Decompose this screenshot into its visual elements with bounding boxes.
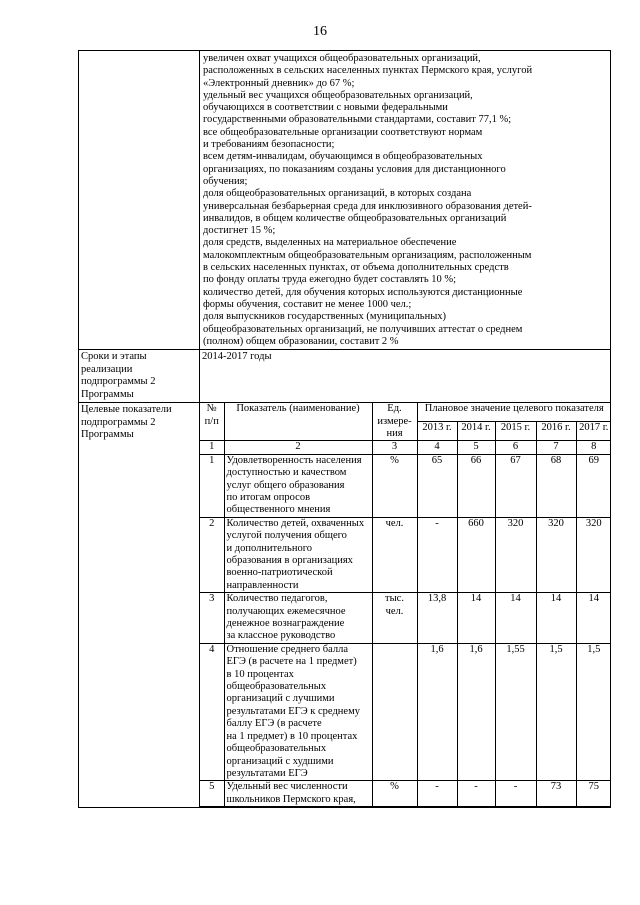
value-2016: 320 [536, 517, 576, 592]
row-number: 1 [200, 454, 224, 517]
year-header: 2017 г. [576, 422, 611, 441]
row-number: 3 [200, 593, 224, 644]
value-2014: - [457, 781, 495, 807]
column-number: 4 [417, 441, 457, 454]
column-number: 3 [372, 441, 417, 454]
column-number: 2 [224, 441, 372, 454]
indicator-name: Отношение среднего балла ЕГЭ (в расчете на 1 предмет) в 10 процентах общеобразовательных организаций с лучшими результатами ЕГЭ к среднему баллу ЕГЭ (в расчете на 1 предмет) в 10 процентах общеобразовательных организаций с худшими результатами ЕГЭ [224, 643, 372, 780]
column-numbers-row [200, 441, 611, 454]
indicators-row [79, 403, 611, 808]
terms-row [79, 350, 611, 403]
value-2014: 660 [457, 517, 495, 592]
value-2015: 320 [495, 517, 536, 592]
page-number: 16 [313, 24, 327, 39]
year-header: 2015 г. [495, 422, 536, 441]
indicator-name: Удельный вес численности школьников Пермского края, [224, 781, 372, 807]
indicators-cell [200, 403, 611, 808]
row-number: 5 [200, 781, 224, 807]
value-2013: - [417, 781, 457, 807]
terms-value: 2014-2017 годы [200, 350, 611, 403]
value-2013: 65 [417, 454, 457, 517]
indicator-unit [372, 643, 417, 780]
column-number: 8 [576, 441, 611, 454]
value-2017: 75 [576, 781, 611, 807]
column-number: 5 [457, 441, 495, 454]
table-row [200, 781, 611, 807]
value-2015: 14 [495, 593, 536, 644]
header-num: № п/п [200, 403, 224, 441]
year-header: 2013 г. [417, 422, 457, 441]
table-row [200, 454, 611, 517]
table-row [200, 593, 611, 644]
goals-row [79, 51, 611, 350]
indicators-table [200, 403, 611, 807]
value-2015: - [495, 781, 536, 807]
column-number: 7 [536, 441, 576, 454]
goals-label-cell [79, 51, 200, 350]
header-unit: Ед. измере-ния [372, 403, 417, 441]
value-2017: 69 [576, 454, 611, 517]
value-2016: 1,5 [536, 643, 576, 780]
year-header: 2014 г. [457, 422, 495, 441]
value-2013: 13,8 [417, 593, 457, 644]
header-row [200, 403, 611, 422]
value-2013: 1,6 [417, 643, 457, 780]
indicator-unit: тыс. чел. [372, 593, 417, 644]
value-2016: 68 [536, 454, 576, 517]
indicator-unit: % [372, 454, 417, 517]
passport-table-wrapper [78, 50, 611, 808]
value-2014: 1,6 [457, 643, 495, 780]
indicator-unit: % [372, 781, 417, 807]
value-2014: 14 [457, 593, 495, 644]
indicator-name: Удовлетворенность населения доступностью и качеством услуг общего образования по итогам опросов общественного мнения [224, 454, 372, 517]
year-header: 2016 г. [536, 422, 576, 441]
indicator-name: Количество педагогов, получающих ежемесячное денежное вознаграждение за классное руководство [224, 593, 372, 644]
header-name: Показатель (наименование) [224, 403, 372, 441]
passport-table [78, 50, 611, 808]
indicator-unit: чел. [372, 517, 417, 592]
terms-label: Сроки и этапы реализации подпрограммы 2 Программы [79, 350, 200, 403]
header-planned: Плановое значение целевого показателя [417, 403, 611, 422]
column-number: 1 [200, 441, 224, 454]
value-2013: - [417, 517, 457, 592]
expected-results-text: увеличен охват учащихся общеобразовательных организаций, расположенных в сельских населенных пунктах Пермского края, услугой «Электронный дневник» до 67 %; удельный вес учащихся общеобразовательных организаций, обучающихся в соответствии с новыми федеральными государственными образовательными стандартами, составит 77,1 %; все общеобразовательные организации соответствуют нормам и требованиям безопасности; всем детям-инвалидам, обучающимся в общеобразовательных организациях, по показаниям созданы условия для дистанционного обучения; доля общеобразовательных организаций, в которых создана универсальная безбарьерная среда для инклюзивного образования детей- инвалидов, в общем количестве общеобразовательных организаций достигнет 15 %; доля средств, выделенных на материальное обеспечение малокомплектным общеобразовательным организациям, расположенным в сельских населенных пунктах, от объема дополнительных средств по фонду оплаты труда ежегодно будет составлять 10 %; количество детей, для обучения которых используются дистанционные формы обучения, составит не менее 1000 чел.; доля выпускников государственных (муниципальных) общеобразовательных организаций, не получивших аттестат о среднем (полном) общем образовании, составит 2 % [200, 51, 611, 350]
row-number: 4 [200, 643, 224, 780]
row-number: 2 [200, 517, 224, 592]
table-row [200, 517, 611, 592]
value-2017: 320 [576, 517, 611, 592]
value-2015: 1,55 [495, 643, 536, 780]
table-row [200, 643, 611, 780]
column-number: 6 [495, 441, 536, 454]
indicators-label: Целевые показатели подпрограммы 2 Программы [79, 403, 200, 808]
value-2017: 14 [576, 593, 611, 644]
value-2016: 73 [536, 781, 576, 807]
value-2017: 1,5 [576, 643, 611, 780]
value-2015: 67 [495, 454, 536, 517]
value-2014: 66 [457, 454, 495, 517]
indicator-name: Количество детей, охваченных услугой получения общего и дополнительного образования в организациях военно-патриотической направленности [224, 517, 372, 592]
value-2016: 14 [536, 593, 576, 644]
